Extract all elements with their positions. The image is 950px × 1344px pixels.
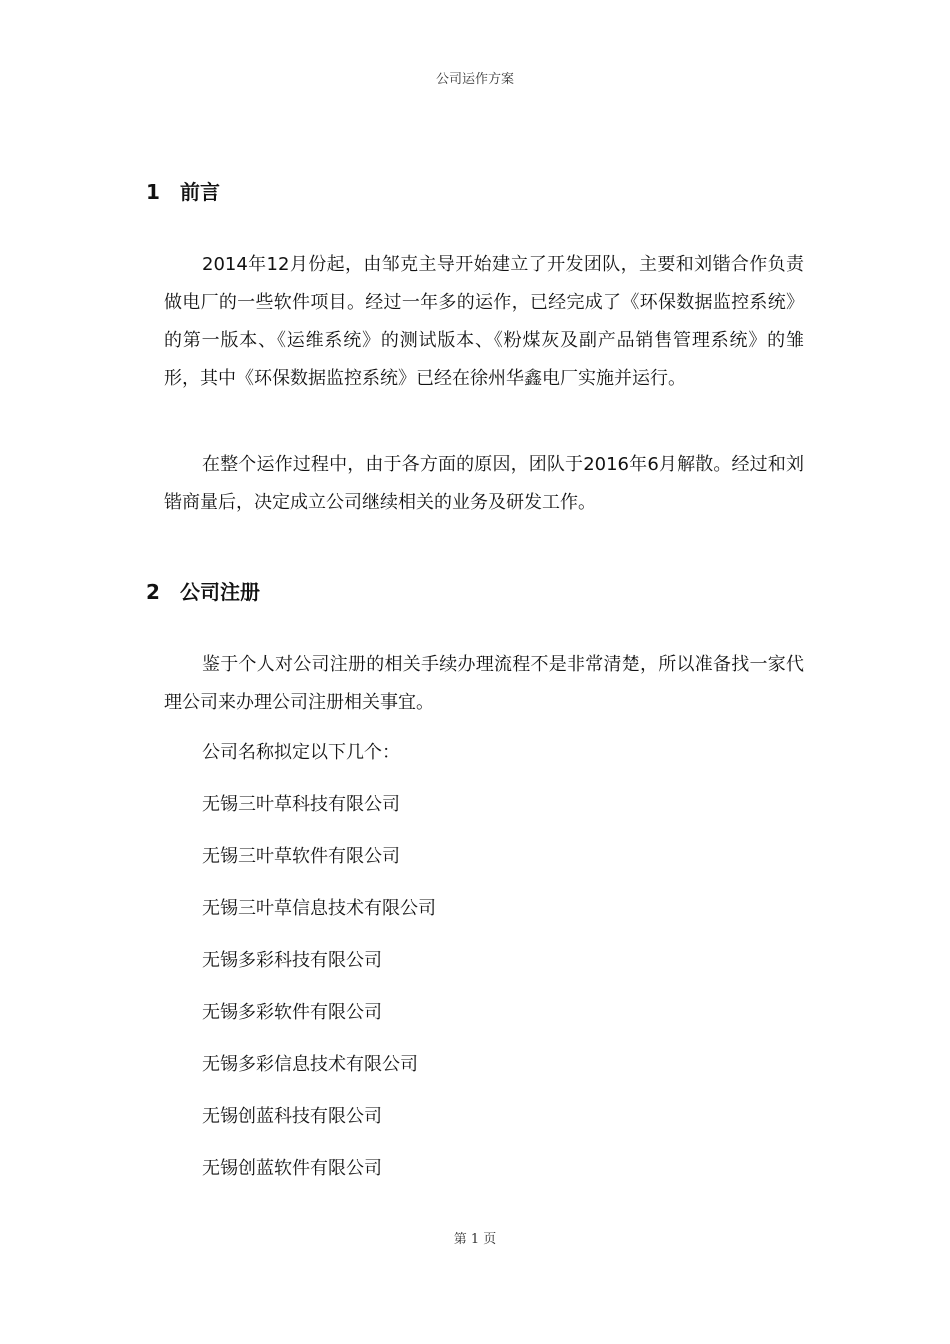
- company-name-item: 无锡多彩软件有限公司: [202, 1002, 382, 1023]
- section-number: 1: [146, 180, 160, 204]
- company-name-item: 无锡多彩科技有限公司: [202, 950, 382, 971]
- company-name-item: 无锡创蓝软件有限公司: [202, 1158, 382, 1179]
- paragraph-dissolution: 在整个运作过程中，由于各方面的原因，团队于2016年6月解散。经过和刘锴商量后，决定成立公司继续相关的业务及研发工作。: [164, 454, 804, 513]
- section-number: 2: [146, 580, 160, 604]
- company-name-item: 无锡三叶草软件有限公司: [202, 846, 400, 867]
- section-title: 公司注册: [180, 580, 260, 604]
- section-heading-2: [146, 576, 260, 605]
- paragraph-intro: 2014年12月份起，由邹克主导开始建立了开发团队，主要和刘锴合作负责做电厂的一些软件项目。经过一年多的运作，已经完成了《环保数据监控系统》的第一版本、《运维系统》的测试版本、《粉煤灰及副产品销售管理系统》的雏形，其中《环保数据监控系统》已经在徐州华鑫电厂实施并运行。: [164, 254, 804, 389]
- page-header: 公司运作方案: [435, 72, 514, 87]
- company-name-item: 无锡多彩信息技术有限公司: [202, 1054, 418, 1075]
- section-title: 前言: [180, 180, 220, 204]
- section-heading-1: [146, 176, 220, 205]
- paragraph-registration: 鉴于个人对公司注册的相关手续办理流程不是非常清楚，所以准备找一家代理公司来办理公司注册相关事宜。: [164, 654, 804, 713]
- company-name-item: 无锡三叶草科技有限公司: [202, 794, 400, 815]
- company-name-item: 无锡三叶草信息技术有限公司: [202, 898, 436, 919]
- company-names-label: 公司名称拟定以下几个：: [202, 742, 400, 763]
- page-footer: 第 1 页: [453, 1232, 497, 1247]
- company-name-item: 无锡创蓝科技有限公司: [202, 1106, 382, 1127]
